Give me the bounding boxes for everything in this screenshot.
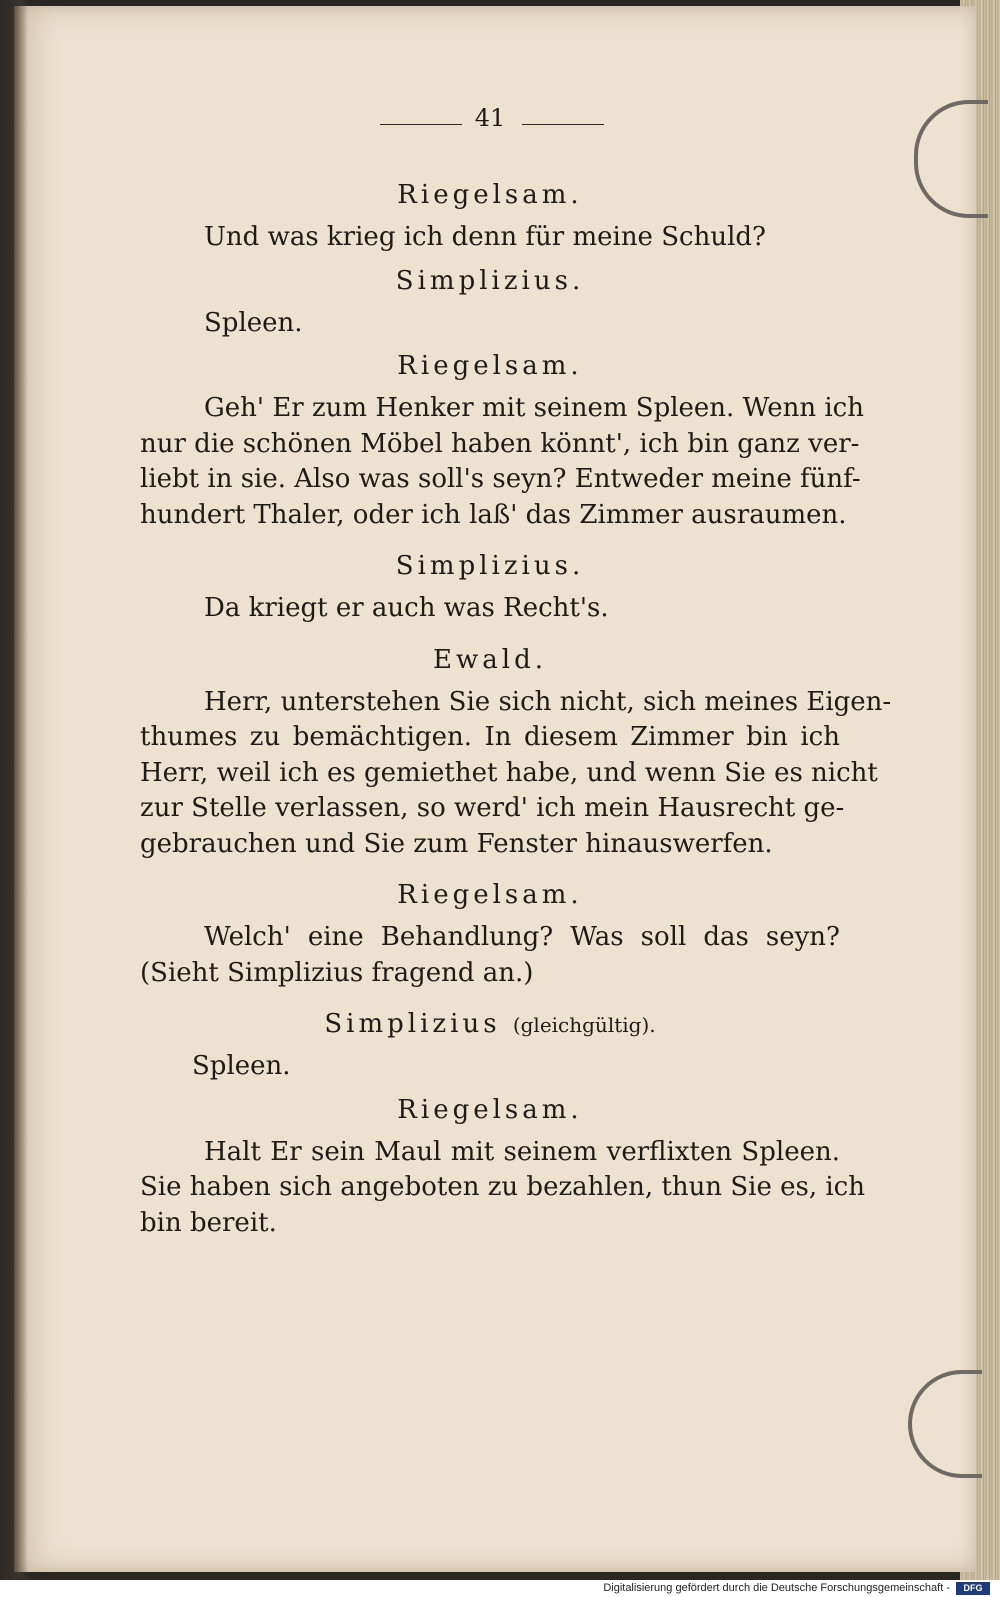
speaker-name: Simplizius <box>324 1009 501 1039</box>
dialogue-line: Geh' Er zum Henker mit seinem Spleen. Wenn ich <box>204 393 864 423</box>
dialogue-line: Herr, unterstehen Sie sich nicht, sich meines Eigen- <box>204 686 892 717</box>
dialogue-line: Spleen. <box>192 1051 291 1081</box>
stage-direction: (Sieht Simplizius fragend an.) <box>140 957 534 988</box>
dialogue-line: Herr, weil ich es gemiethet habe, und wenn Sie es nicht <box>140 757 878 788</box>
dialogue-line: zur Stelle verlassen, so werd' ich mein Hausrecht ge- <box>140 793 845 823</box>
dialogue-line: gebrauchen und Sie zum Fenster hinauswerfen. <box>140 828 773 859</box>
dialogue-line: hundert Thaler, oder ich laß' das Zimmer ausraumen. <box>140 499 847 530</box>
dialogue-line: Und was krieg ich denn für meine Schuld? <box>204 222 766 252</box>
gutter-shadow <box>14 6 28 1572</box>
page-number-rule-right <box>522 124 604 125</box>
dialogue-line: thumes zu bemächtigen. In diesem Zimmer bin ich <box>140 722 840 752</box>
speaker-heading: Ewald. <box>433 644 547 675</box>
dialogue-line: bin bereit. <box>140 1207 277 1238</box>
speaker-heading: Riegelsam. <box>397 880 583 910</box>
dialogue-line: Welch' eine Behandlung? Was soll das seyn? <box>204 922 840 952</box>
dialogue-line: liebt in sie. Also was soll's seyn? Entweder meine fünf- <box>140 464 861 494</box>
speaker-heading: Riegelsam. <box>397 180 583 210</box>
dfg-logo: DFG <box>956 1582 990 1595</box>
speaker-heading: Riegelsam. <box>397 1094 583 1125</box>
speaker-heading-with-note <box>140 999 840 1049</box>
speaker-heading: Simplizius. <box>395 265 585 296</box>
footer-credit: Digitalisierung gefördert durch die Deutsche Forschungsgemeinschaft - <box>603 1582 950 1594</box>
speaker-heading: Riegelsam. <box>397 351 583 381</box>
dialogue-line: nur die schönen Möbel haben könnt', ich bin ganz ver- <box>140 428 860 459</box>
speaker-heading: Simplizius. <box>395 551 585 581</box>
dialogue-line: Spleen. <box>204 307 303 338</box>
page-text <box>140 170 892 1241</box>
dialogue-line: Sie haben sich angeboten zu bezahlen, thun Sie es, ich <box>140 1172 865 1202</box>
dialogue-line: Halt Er sein Maul mit seinem verflixten Spleen. <box>204 1136 840 1167</box>
dialogue-line: Da kriegt er auch was Recht's. <box>204 593 609 623</box>
speaker-note: (gleichgültig). <box>512 1013 656 1037</box>
page-number: 41 <box>474 104 506 132</box>
